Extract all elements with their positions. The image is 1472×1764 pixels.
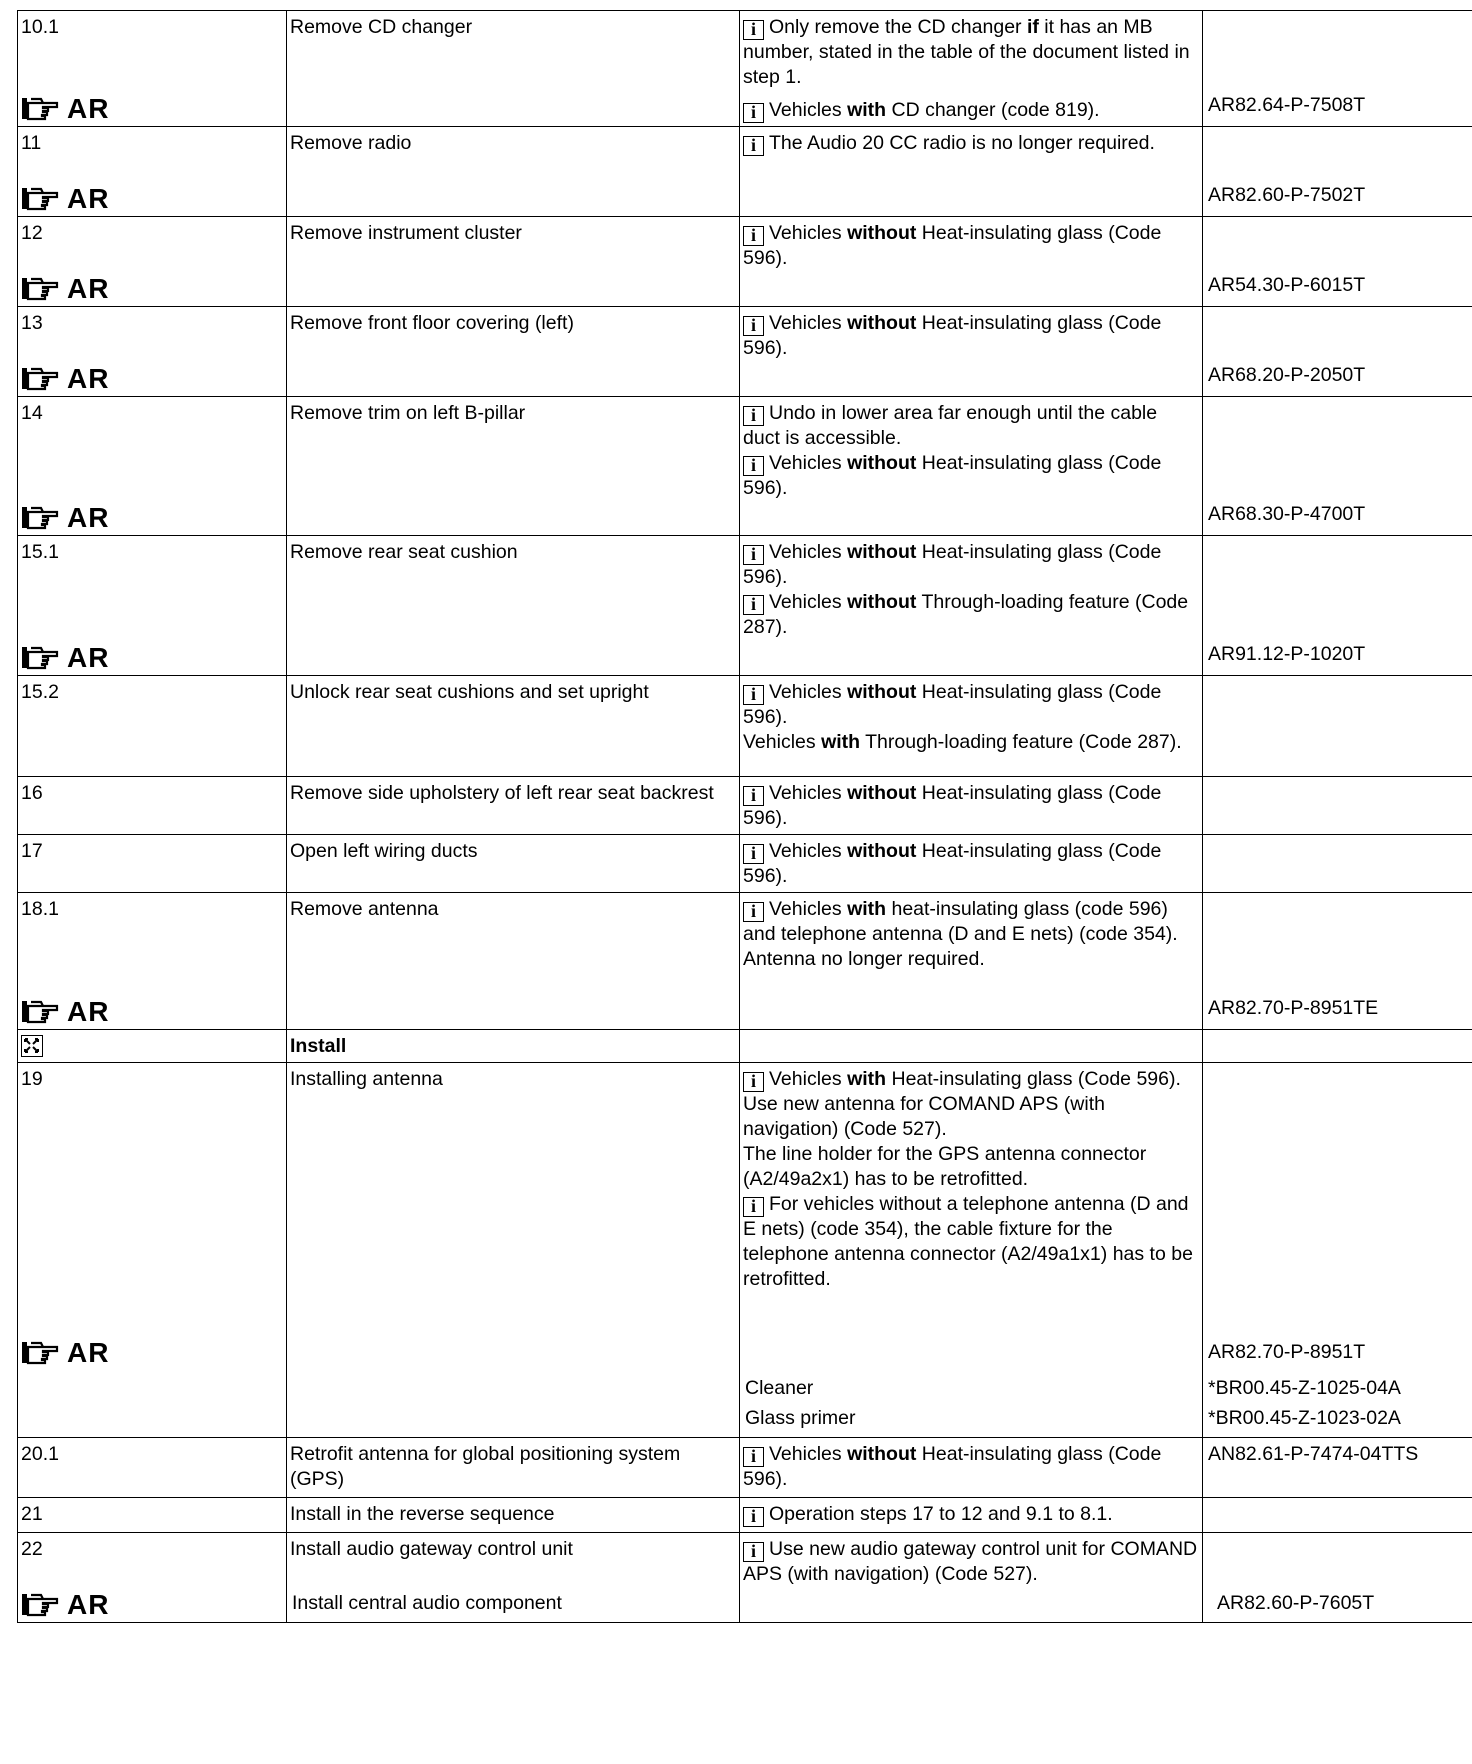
reference-link[interactable]: AN82.61-P-7474-04TTS bbox=[1208, 1443, 1419, 1465]
action-cell: Remove rear seat cushion bbox=[287, 536, 740, 676]
info-icon: i bbox=[743, 595, 764, 615]
info-icon: i bbox=[743, 406, 764, 426]
info-icon: i bbox=[743, 786, 764, 806]
info-icon: i bbox=[743, 1507, 764, 1527]
section-icon-cell bbox=[18, 1030, 287, 1063]
note-cell: i Undo in lower area far enough until the cable duct is accessible. i Vehicles without Heat-insulating glass (Code 596). bbox=[740, 397, 1203, 536]
pointing-hand-icon bbox=[21, 1339, 61, 1365]
note-cell: i Vehicles without Heat-insulating glass (Code 596). bbox=[740, 777, 1203, 835]
section-icon bbox=[21, 1035, 43, 1057]
step-cell bbox=[18, 1063, 287, 1438]
info-icon: i bbox=[743, 1447, 764, 1467]
step-number: 13 bbox=[21, 312, 43, 334]
info-icon: i bbox=[743, 1197, 764, 1217]
reference-link[interactable]: AR82.70-P-8951TE bbox=[1208, 997, 1379, 1019]
reference-link[interactable]: AR82.70-P-8951T bbox=[1208, 1341, 1366, 1363]
pointing-hand-icon bbox=[21, 95, 61, 121]
info-icon: i bbox=[743, 1542, 764, 1562]
step-number: 14 bbox=[21, 402, 43, 424]
step-cell: 15.2 bbox=[18, 676, 287, 777]
ar-link[interactable]: AR bbox=[21, 185, 109, 211]
step-cell: 21 bbox=[18, 1498, 287, 1533]
reference-link[interactable]: AR91.12-P-1020T bbox=[1208, 643, 1366, 665]
pointing-hand-icon bbox=[21, 998, 61, 1024]
ar-link[interactable]: AR bbox=[21, 95, 109, 121]
action-cell: Remove radio bbox=[287, 127, 740, 217]
step-number: 10.1 bbox=[21, 16, 59, 38]
procedure-table bbox=[17, 10, 1472, 1623]
reference-cell bbox=[1203, 127, 1472, 217]
info-icon: i bbox=[743, 685, 764, 705]
step-cell bbox=[18, 1533, 287, 1623]
reference-cell bbox=[1203, 397, 1472, 536]
primer-label: Glass primer bbox=[745, 1407, 856, 1429]
step-cell: 20.1 bbox=[18, 1438, 287, 1498]
section-row bbox=[18, 1030, 1472, 1063]
action-cell: Remove front floor covering (left) bbox=[287, 307, 740, 397]
action-cell: Remove trim on left B-pillar bbox=[287, 397, 740, 536]
pointing-hand-icon bbox=[21, 1591, 61, 1617]
table-row bbox=[18, 1498, 1472, 1533]
step-cell bbox=[18, 11, 287, 127]
info-icon: i bbox=[743, 20, 764, 40]
note-cell bbox=[740, 1030, 1203, 1063]
action-cell: Unlock rear seat cushions and set upright bbox=[287, 676, 740, 777]
note-cell: i Vehicles without Heat-insulating glass (Code 596). bbox=[740, 1438, 1203, 1498]
step-number: 18.1 bbox=[21, 898, 59, 920]
step-cell bbox=[18, 127, 287, 217]
info-icon: i bbox=[743, 844, 764, 864]
note-cell: i Vehicles without Heat-insulating glass (Code 596). Vehicles with Through-loading feature (Code 287). bbox=[740, 676, 1203, 777]
note-cell: i The Audio 20 CC radio is no longer required. bbox=[740, 127, 1203, 217]
step-cell bbox=[18, 307, 287, 397]
note-cell: i Vehicles without Heat-insulating glass (Code 596). bbox=[740, 217, 1203, 307]
table-row bbox=[18, 397, 1472, 536]
note-cell: i Use new audio gateway control unit for COMAND APS (with navigation) (Code 527). bbox=[740, 1533, 1203, 1623]
action-text: Install audio gateway control unit bbox=[290, 1538, 573, 1560]
cleaner-reference-link[interactable]: *BR00.45-Z-1025-04A bbox=[1208, 1377, 1401, 1399]
note-cell: i Operation steps 17 to 12 and 9.1 to 8.1. bbox=[740, 1498, 1203, 1533]
reference-cell bbox=[1203, 777, 1472, 835]
ar-link[interactable]: AR bbox=[21, 504, 109, 530]
reference-cell bbox=[1203, 1030, 1472, 1063]
step-cell: 16 bbox=[18, 777, 287, 835]
reference-link[interactable]: AR82.64-P-7508T bbox=[1208, 94, 1366, 116]
step-cell: 17 bbox=[18, 835, 287, 893]
pointing-hand-icon bbox=[21, 644, 61, 670]
info-icon: i bbox=[743, 902, 764, 922]
info-icon: i bbox=[743, 103, 764, 123]
action-cell: Remove CD changer bbox=[287, 11, 740, 127]
info-icon: i bbox=[743, 456, 764, 476]
step-number: 12 bbox=[21, 222, 43, 244]
ar-link[interactable]: AR bbox=[21, 1591, 109, 1617]
table-row bbox=[18, 536, 1472, 676]
reference-cell bbox=[1203, 1438, 1472, 1498]
reference-link[interactable]: AR68.30-P-4700T bbox=[1208, 503, 1366, 525]
table-row bbox=[18, 11, 1472, 127]
reference-link[interactable]: AR68.20-P-2050T bbox=[1208, 364, 1366, 386]
note-cell: i Vehicles without Heat-insulating glass (Code 596). bbox=[740, 835, 1203, 893]
table-row bbox=[18, 307, 1472, 397]
reference-cell bbox=[1203, 893, 1472, 1030]
note-cell: i Vehicles with heat-insulating glass (code 596) and telephone antenna (D and E nets) (code 354). Antenna no longer required. bbox=[740, 893, 1203, 1030]
table-row bbox=[18, 217, 1472, 307]
pointing-hand-icon bbox=[21, 365, 61, 391]
primer-reference-link[interactable]: *BR00.45-Z-1023-02A bbox=[1208, 1407, 1401, 1429]
action-cell: Install in the reverse sequence bbox=[287, 1498, 740, 1533]
action-cell: Remove antenna bbox=[287, 893, 740, 1030]
table-row bbox=[18, 1063, 1472, 1438]
reference-cell bbox=[1203, 835, 1472, 893]
pointing-hand-icon bbox=[21, 185, 61, 211]
step-number: 22 bbox=[21, 1538, 43, 1560]
ar-link[interactable]: AR bbox=[21, 275, 109, 301]
ar-link[interactable]: AR bbox=[21, 1339, 109, 1365]
info-icon: i bbox=[743, 136, 764, 156]
info-icon: i bbox=[743, 316, 764, 336]
note-cell: i Vehicles without Heat-insulating glass (Code 596). i Vehicles without Through-loading feature (Code 287). bbox=[740, 536, 1203, 676]
step-number: 15.1 bbox=[21, 541, 59, 563]
reference-cell bbox=[1203, 307, 1472, 397]
step-cell bbox=[18, 397, 287, 536]
ar-link[interactable]: AR bbox=[21, 998, 109, 1024]
note-cell: i Only remove the CD changer if it has an MB number, stated in the table of the document listed in step 1. i Vehicles with CD changer (code 819). bbox=[740, 11, 1203, 127]
table-row bbox=[18, 676, 1472, 777]
step-number: 11 bbox=[21, 132, 42, 154]
action-cell bbox=[287, 1533, 740, 1623]
step-cell bbox=[18, 217, 287, 307]
action-text-secondary: Install central audio component bbox=[292, 1592, 562, 1614]
reference-link[interactable]: AR54.30-P-6015T bbox=[1208, 274, 1366, 296]
action-cell: Installing antenna bbox=[287, 1063, 740, 1438]
reference-cell bbox=[1203, 11, 1472, 127]
table-row bbox=[18, 835, 1472, 893]
pointing-hand-icon bbox=[21, 504, 61, 530]
section-heading: Install bbox=[287, 1030, 740, 1063]
step-cell bbox=[18, 536, 287, 676]
action-cell: Remove instrument cluster bbox=[287, 217, 740, 307]
action-cell: Open left wiring ducts bbox=[287, 835, 740, 893]
step-number: 19 bbox=[21, 1068, 43, 1090]
cleaner-label: Cleaner bbox=[745, 1377, 814, 1399]
table-row bbox=[18, 893, 1472, 1030]
info-icon: i bbox=[743, 1072, 764, 1092]
table-row bbox=[18, 1438, 1472, 1498]
reference-link[interactable]: AR82.60-P-7605T bbox=[1217, 1592, 1375, 1614]
table-row bbox=[18, 777, 1472, 835]
reference-cell bbox=[1203, 1063, 1472, 1438]
reference-link[interactable]: AR82.60-P-7502T bbox=[1208, 184, 1366, 206]
note-cell: i Vehicles without Heat-insulating glass (Code 596). bbox=[740, 307, 1203, 397]
ar-link[interactable]: AR bbox=[21, 644, 109, 670]
reference-cell bbox=[1203, 676, 1472, 777]
info-icon: i bbox=[743, 226, 764, 246]
reference-cell bbox=[1203, 217, 1472, 307]
reference-cell bbox=[1203, 1533, 1472, 1623]
action-cell: Retrofit antenna for global positioning system (GPS) bbox=[287, 1438, 740, 1498]
pointing-hand-icon bbox=[21, 275, 61, 301]
reference-cell bbox=[1203, 536, 1472, 676]
info-icon: i bbox=[743, 545, 764, 565]
table-row bbox=[18, 1533, 1472, 1623]
step-cell bbox=[18, 893, 287, 1030]
table-row bbox=[18, 127, 1472, 217]
reference-cell bbox=[1203, 1498, 1472, 1533]
ar-link[interactable]: AR bbox=[21, 365, 109, 391]
note-cell: i Vehicles with Heat-insulating glass (Code 596). Use new antenna for COMAND APS (with navigation) (Code 527). The line holder for the GPS antenna connector (A2/49a2x1) has to be retrofitted. i For vehicles without a telephone antenna (D and E nets) (code 354), the cable fixture for the telephone antenna connector (A2/49a1x1) has to be retrofitted. Cleaner Glass primer bbox=[740, 1063, 1203, 1438]
action-cell: Remove side upholstery of left rear seat backrest bbox=[287, 777, 740, 835]
